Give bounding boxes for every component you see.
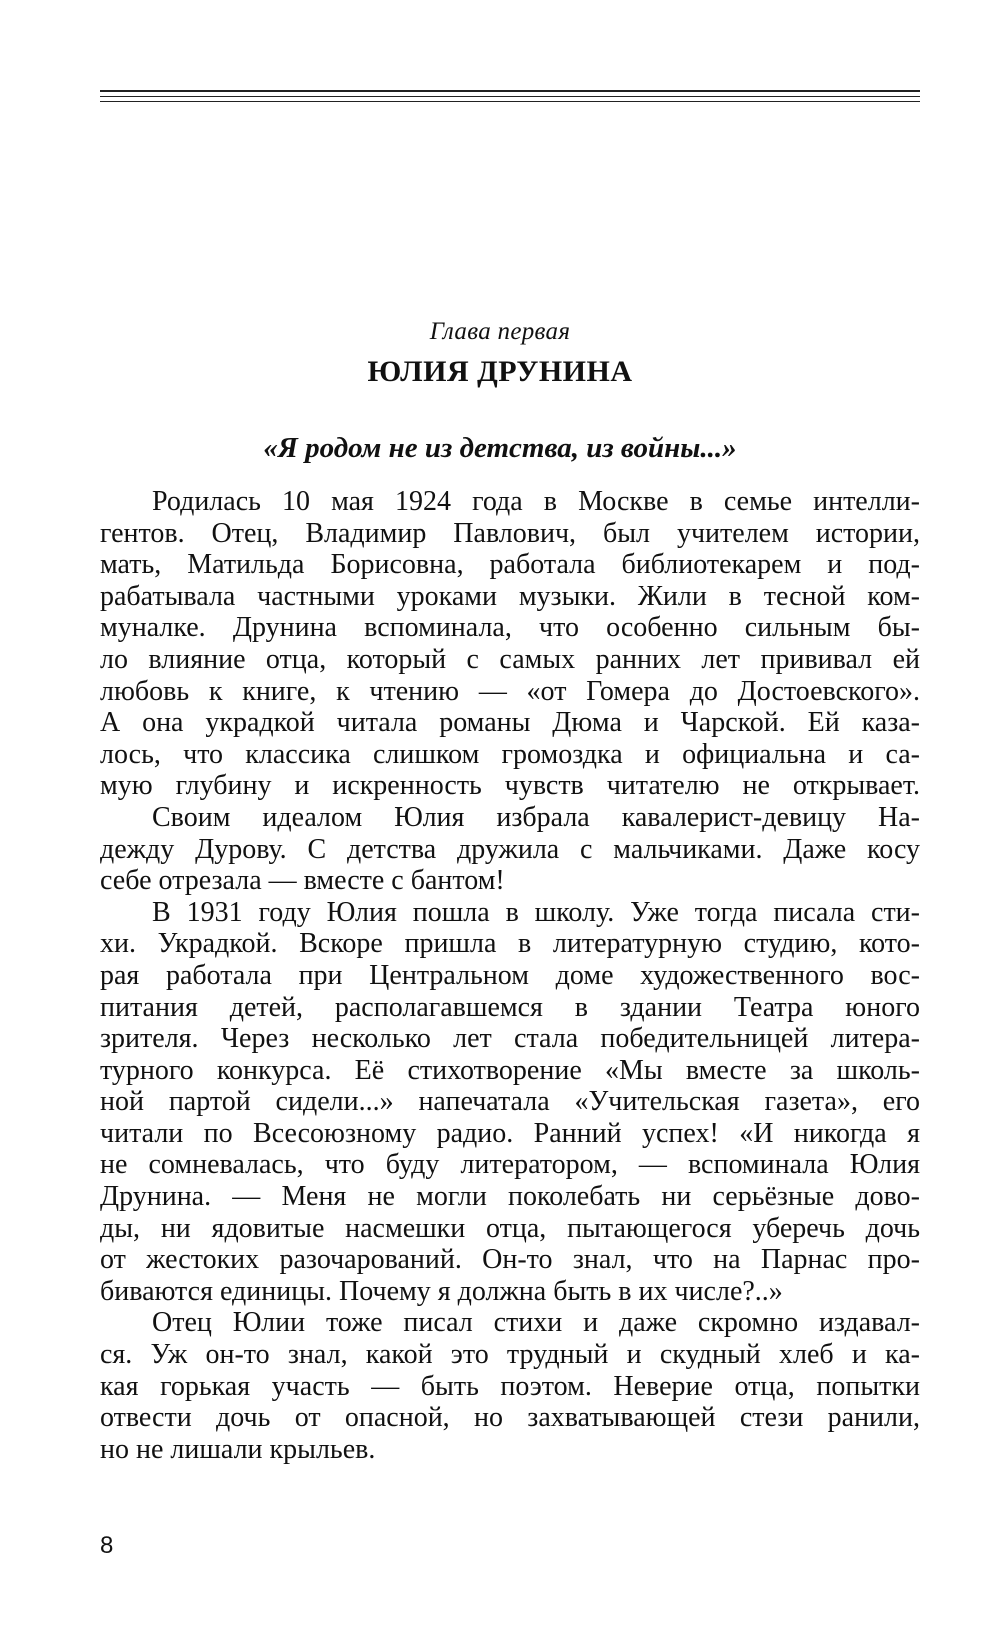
text-line: гентов. Отец, Владимир Павлович, был учителем истории, <box>100 517 920 549</box>
text-line: Друнина. — Меня не могли поколебать ни серьёзные дово- <box>100 1181 920 1213</box>
text-line: кая горькая участь — быть поэтом. Неверие отца, попытки <box>100 1370 920 1402</box>
text-line: лось, что классика слишком громоздка и официальна и са- <box>100 738 920 770</box>
text-line: ды, ни ядовитые насмешки отца, пытающегося уберечь дочь <box>100 1212 920 1244</box>
text-line: питания детей, располагавшемся в здании Театра юного <box>100 991 920 1023</box>
text-line: А она украдкой читала романы Дюма и Чарской. Ей каза- <box>100 707 920 739</box>
text-line: мать, Матильда Борисовна, работала библиотекарем и под- <box>100 549 920 581</box>
text-line: муналке. Друнина вспоминала, что особенно сильным бы- <box>100 612 920 644</box>
chapter-label: Глава первая <box>429 318 571 345</box>
text-line: но не лишали крыльев. <box>100 1433 376 1465</box>
text-line: ной партой сидели...» напечатала «Учительская газета», его <box>100 1086 920 1118</box>
text-line: читали по Всесоюзному радио. Ранний успех! «И никогда я <box>100 1117 920 1149</box>
body-text <box>100 486 920 1465</box>
text-line: любовь к книге, к чтению — «от Гомера до Достоевского». <box>100 675 920 707</box>
text-line: рабатывала частными уроками музыки. Жили в тесной ком- <box>100 580 920 612</box>
text-line: турного конкурса. Её стихотворение «Мы вместе за школь- <box>100 1054 920 1086</box>
text-line: Своим идеалом Юлия избрала кавалерист-девицу На- <box>152 801 920 833</box>
text-line: себе отрезала — вместе с бантом! <box>100 865 505 897</box>
text-line: не сомневалась, что буду литератором, — вспоминала Юлия <box>100 1149 920 1181</box>
text-line: Отец Юлии тоже писал стихи и даже скромно издавал- <box>152 1307 920 1339</box>
header-rule-bottom <box>100 101 920 102</box>
text-line: дежду Дурову. С детства дружила с мальчиками. Даже косу <box>100 833 920 865</box>
text-line: Родилась 10 мая 1924 года в Москве в семье интелли- <box>152 486 920 517</box>
text-line: мую глубину и искренность чувств читателю не открывает. <box>100 770 920 802</box>
page-number: 8 <box>100 1532 114 1559</box>
text-line: ся. Уж он-то знал, какой это трудный и скудный хлеб и ка- <box>100 1339 920 1371</box>
text-line: от жестоких разочарований. Он-то знал, что на Парнас про- <box>100 1244 920 1276</box>
text-line: рая работала при Центральном доме художественного вос- <box>100 959 920 991</box>
text-line: отвести дочь от опасной, но захватывающей стези ранили, <box>100 1402 920 1434</box>
text-line: ло влияние отца, который с самых ранних лет прививал ей <box>100 643 920 675</box>
header-rule-middle <box>100 96 920 97</box>
chapter-title: ЮЛИЯ ДРУНИНА <box>367 355 633 388</box>
text-line: хи. Украдкой. Вскоре пришла в литературную студию, кото- <box>100 928 920 960</box>
epigraph: «Я родом не из детства, из войны...» <box>263 432 737 464</box>
header-rule-top <box>100 90 920 92</box>
text-line: В 1931 году Юлия пошла в школу. Уже тогда писала сти- <box>152 896 920 928</box>
text-line: биваются единицы. Почему я должна быть в их числе?..» <box>100 1275 783 1307</box>
text-line: зрителя. Через несколько лет стала победительницей литера- <box>100 1023 920 1055</box>
